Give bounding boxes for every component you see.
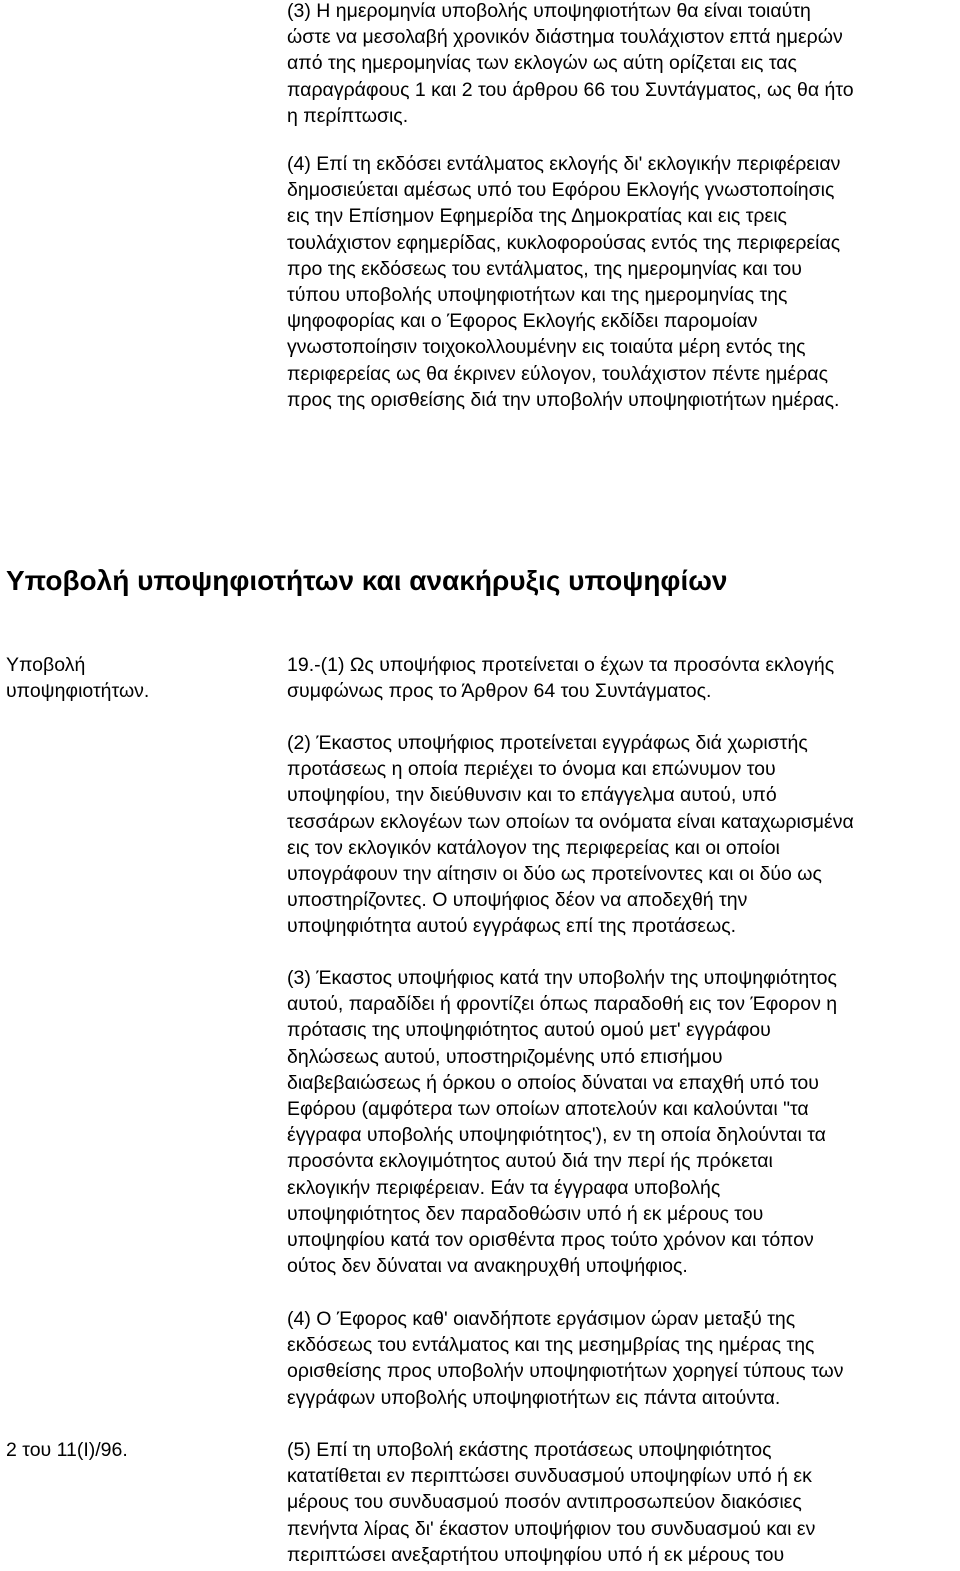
paragraph-19-5: (5) Επί τη υποβολή εκάστης προτάσεως υποψηφιότητος κατατίθεται εν περιπτώσει συνδυασμού υποψηφίων υπό ή εκ μέρους του συνδυασμού ποσόν αντιπροσωπεύον διακόσιες πενήντα λίρας δι' έκαστον υποψήφιον του συνδυασμού και εν περιπτώσει ανεξαρτήτου υποψηφίου υπό ή εκ μέρους του	[287, 1439, 816, 1566]
margin-note-submission: Υποβολή υποψηφιοτήτων.	[6, 654, 150, 703]
paragraph-19-2: (2) Έκαστος υποψήφιος προτείνεται εγγράφως διά χωριστής προτάσεως η οποία περιέχει το όνομα και επώνυμον του υποψηφίου, την διεύθυνσιν και το επάγγελμα αυτού, υπό τεσσάρων εκλογέων των οποίων τα ονόματα είναι καταχωρισμένα εις τον εκλογικόν κατάλογον της περιφερείας και οι οποίοι υπογράφουν την αίτησιν οι δύο ως προτείνοντες και οι δύο ως υποστηρίζοντες. Ο υποψήφιος δέον να αποδεχθή την υποψηφιότητα αυτού εγγράφως επί της προτάσεως.	[287, 732, 854, 938]
paragraph-19-4: (4) Ο Έφορος καθ' οιανδήποτε εργάσιμον ώραν μεταξύ της εκδόσεως του εντάλματος και της μεσημβρίας της ημέρας της ορισθείσης προς υποβολήν υποψηφιοτήτων χορηγεί τύπους των εγγράφων υποβολής υποψηφιοτήτων εις πάντα αιτούντα.	[287, 1308, 844, 1409]
margin-note-amendment: 2 του 11(I)/96.	[6, 1439, 128, 1461]
paragraph-19-3: (3) Έκαστος υποψήφιος κατά την υποβολήν της υποψηφιότητος αυτού, παραδίδει ή φροντίζει όπως παραδοθή εις τον Έφορον η πρότασις της υποψηφιότητος αυτού ομού μετ' εγγράφου δηλώσεως αυτού, υποστηριζομένης υπό επισήμου διαβεβαιώσεως ή όρκου ο οποίος δύναται να επαχθή υπό του Εφόρου (αμφότερα των οποίων αποτελούν και καλούνται "τα έγγραφα υποβολής υποψηφιότητος'), εν τη οποία δηλούνται τα προσόντα εκλογιμότητος αυτού διά την περί ής πρόκεται εκλογικήν περιφέρειαν. Εάν τα έγγραφα υποβολής υποψηφιότητος δεν παραδοθώσιν υπό ή εκ μέρους του υποψηφίου κατά τον ορισθέντα προς τούτο χρόνον και τόπον ούτος δεν δύναται να ανακηρυχθή υποψήφιος.	[287, 967, 838, 1278]
paragraph-4: (4) Επί τη εκδόσει εντάλματος εκλογής δι' εκλογικήν περιφέρειαν δημοσιεύεται αμέσως υπό του Εφόρου Εκλογής γνωστοποίησις εις την Επίσημον Εφημερίδα της Δημοκρατίας και εις τρεις τουλάχιστον εφημερίδας, κυκλοφορούσας εντός της περιφερείας προ της εκδόσεως του εντάλματος, της ημερομηνίας και του τύπου υποβολής υποψηφιοτήτων και της ημερομηνίας της ψηφοφορίας και ο Έφορος Εκλογής εκδίδει παρομοίαν γνωστοποίησιν τοιχοκολλουμένην εις τοιαύτα μέρη εντός της περιφερείας ως θα έκρινεν εύλογον, τουλάχιστον πέντε ημέρας προς της ορισθείσης διά την υποβολήν υποψηφιοτήτων ημέρας.	[287, 153, 841, 411]
paragraph-3: (3) Η ημερομηνία υποβολής υποψηφιοτήτων θα είναι τοιαύτη ώστε να μεσολαβή χρονικόν διάστημα τουλάχιστον επτά ημερών από της ημερομηνίας των εκλογών ως αύτη ορίζεται εις τας παραγράφους 1 και 2 του άρθρου 66 του Συντάγματος, ως θα ήτο η περίπτωσις.	[287, 0, 854, 127]
paragraph-19-1: 19.-(1) Ως υποψήφιος προτείνεται ο έχων τα προσόντα εκλογής συμφώνως προς το Άρθρον 64 του Συντάγματος.	[287, 654, 835, 703]
section-heading: Υποβολή υποψηφιοτήτων και ανακήρυξις υποψηφίων	[6, 565, 728, 596]
